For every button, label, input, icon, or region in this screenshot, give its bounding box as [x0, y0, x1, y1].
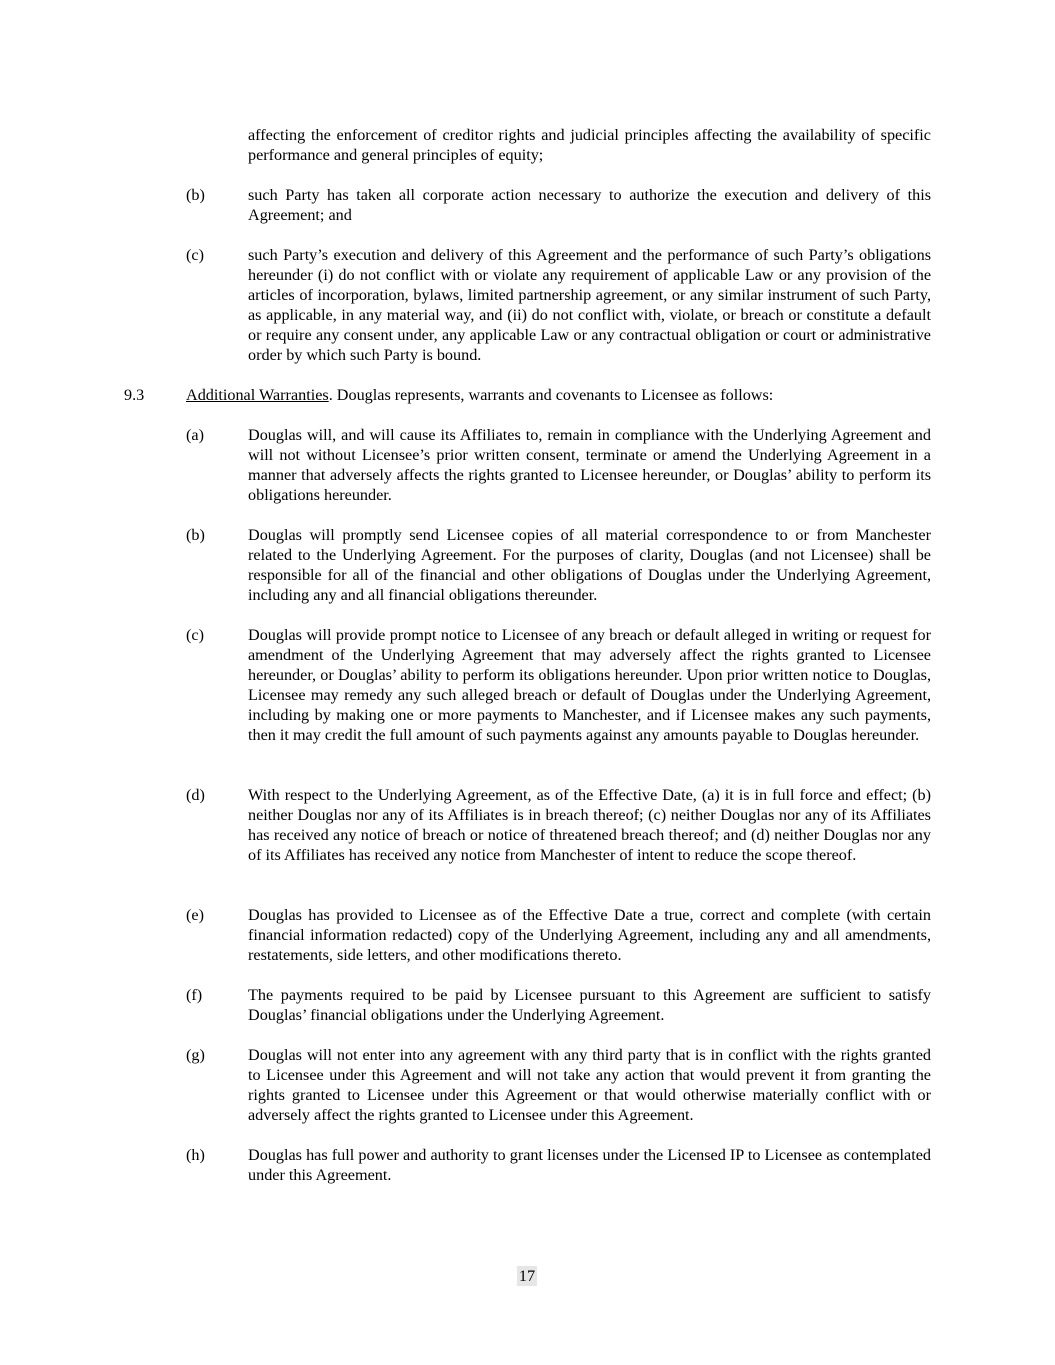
clause-text: Douglas will promptly send Licensee copies of all material correspondence to or from Manchester related to the Underlying Agreement. For the purposes of clarity, Douglas (and not Licensee) shall be responsible for all of the financial and other obligations of Douglas under the Underlying Agreement, including any and all financial obligations thereunder. — [248, 526, 931, 604]
clause-label: (h) — [186, 1146, 205, 1164]
clause-text: Douglas will not enter into any agreement with any third party that is in conflict with the rights granted to Licensee under this Agreement and will not take any action that would prevent it from granting the rights granted to Licensee under this Agreement or that would otherwise materially conflict with or adversely affect the rights granted to Licensee under this Agreement. — [248, 1046, 931, 1124]
clause-text: such Party has taken all corporate action necessary to authorize the execution and delivery of this Agreement; and — [248, 186, 931, 224]
clause-label: (f) — [186, 986, 203, 1004]
clause-label: (a) — [186, 426, 204, 444]
section-number: 9.3 — [124, 386, 145, 404]
continuation-paragraph: affecting the enforcement of creditor rights and judicial principles affecting the availability of specific performance and general principles of equity; — [248, 126, 931, 164]
clause-label: (c) — [186, 626, 204, 644]
clause-text: such Party’s execution and delivery of this Agreement and the performance of such Party’s obligations hereunder (i) do not conflict with or violate any requirement of applicable Law or any provision of the articles of incorporation, bylaws, limited partnership agreement, or any similar instrument of such Party, as applicable, in any material way, and (ii) do not conflict with, violate, or breach or constitute a default or require any consent under, any applicable Law or any contractual obligation or court or administrative order by which such Party is bound. — [248, 246, 931, 364]
section-heading: Additional Warranties — [186, 386, 329, 404]
clause-label: (b) — [186, 186, 205, 204]
page-number: 17 — [518, 1267, 536, 1285]
clause-label: (d) — [186, 786, 205, 804]
clause-text: Douglas will provide prompt notice to Licensee of any breach or default alleged in writing or request for amendment of the Underlying Agreement that may adversely affect the rights granted to Licensee hereunder, or Douglas’ ability to perform its obligations hereunder. Upon prior written notice to Douglas, Licensee may remedy any such alleged breach or default of Douglas under the Underlying Agreement, including by making one or more payments to Manchester, and if Licensee makes any such payments, then it may credit the full amount of such payments against any amounts payable to Douglas hereunder. — [248, 626, 931, 744]
clause-text: Douglas has provided to Licensee as of the Effective Date a true, correct and complete (with certain financial information redacted) copy of the Underlying Agreement, including any and all amendments, restatements, side letters, and other modifications thereto. — [248, 906, 931, 964]
clause-label: (c) — [186, 246, 204, 264]
clause-text: Douglas will, and will cause its Affiliates to, remain in compliance with the Underlying Agreement and will not without Licensee’s prior written consent, terminate or amend the Underlying Agreement in a manner that adversely affects the rights granted to Licensee hereunder, or Douglas’ ability to perform its obligations hereunder. — [248, 426, 931, 504]
section-intro — [186, 385, 931, 405]
clause-text: The payments required to be paid by Licensee pursuant to this Agreement are sufficient to satisfy Douglas’ financial obligations under the Underlying Agreement. — [248, 986, 931, 1024]
clause-label: (e) — [186, 906, 204, 924]
clause-label: (g) — [186, 1046, 205, 1064]
clause-text: Douglas has full power and authority to grant licenses under the Licensed IP to Licensee as contemplated under this Agreement. — [248, 1146, 931, 1184]
clause-text: With respect to the Underlying Agreement, as of the Effective Date, (a) it is in full force and effect; (b) neither Douglas nor any of its Affiliates is in breach thereof; (c) neither Douglas nor any of its Affiliates has received any notice of breach or notice of threatened breach thereof; and (d) neither Douglas nor any of its Affiliates has received any notice from Manchester of intent to reduce the scope thereof. — [248, 786, 931, 864]
section-intro-text: . Douglas represents, warrants and covenants to Licensee as follows: — [328, 386, 774, 404]
clause-label: (b) — [186, 526, 205, 544]
